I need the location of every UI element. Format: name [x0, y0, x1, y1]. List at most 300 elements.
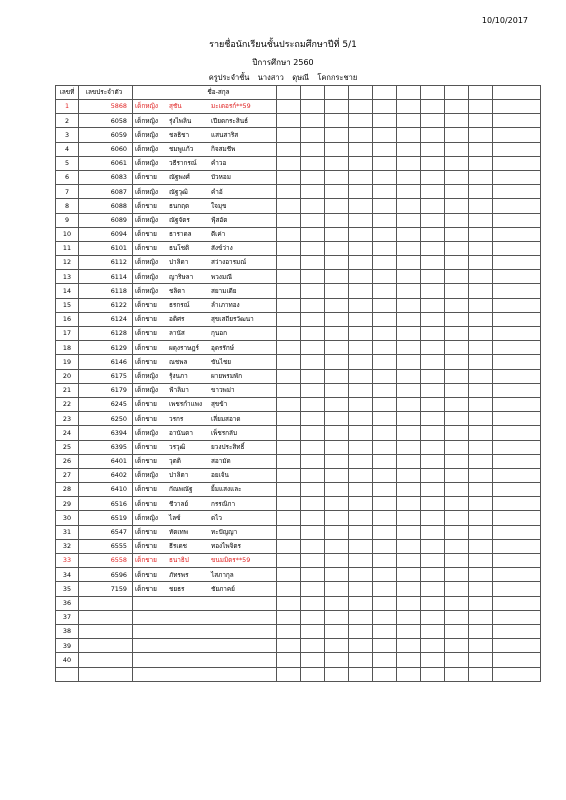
student-id: 6596: [79, 568, 133, 582]
check-cell: [421, 128, 445, 142]
last-name: เลี่ยมสอาด: [211, 414, 241, 423]
check-cell: [421, 639, 445, 653]
check-cell: [469, 511, 493, 525]
check-cell: [277, 270, 301, 284]
last-name: ยวงประสิทธิ์: [211, 442, 245, 451]
student-id: 6089: [79, 213, 133, 227]
first-name: ปาลิดา: [169, 258, 189, 267]
check-cell: [445, 653, 469, 667]
student-id: 6250: [79, 412, 133, 426]
student-id: 6175: [79, 369, 133, 383]
check-cell: [421, 270, 445, 284]
first-name: ผดุงราษฎร์: [169, 343, 199, 352]
student-name: [133, 284, 277, 298]
check-cell: [421, 426, 445, 440]
name-prefix: เด็กชาย: [135, 343, 157, 352]
header-blank: [421, 86, 445, 100]
check-cell: [469, 468, 493, 482]
student-id: [79, 596, 133, 610]
name-prefix: เด็กชาย: [135, 315, 157, 324]
check-cell: [445, 426, 469, 440]
check-cell: [373, 568, 397, 582]
check-cell: [421, 454, 445, 468]
name-prefix: เด็กหญิง: [135, 428, 158, 437]
check-cell: [325, 468, 349, 482]
blank-cell-wide: [493, 199, 541, 213]
student-name: [133, 497, 277, 511]
check-cell: [421, 199, 445, 213]
check-cell: [445, 114, 469, 128]
first-name: ธนาธิป: [169, 556, 189, 565]
name-prefix: เด็กหญิง: [135, 116, 158, 125]
check-cell: [445, 440, 469, 454]
check-cell: [349, 227, 373, 241]
check-cell: [301, 312, 325, 326]
check-cell: [445, 199, 469, 213]
table-row: [56, 185, 541, 199]
table-row: [56, 128, 541, 142]
first-name: ธีรเดช: [169, 542, 188, 551]
check-cell: [397, 497, 421, 511]
table-row: [56, 312, 541, 326]
check-cell: [301, 624, 325, 638]
table-row: [56, 142, 541, 156]
blank-cell-wide: [493, 511, 541, 525]
name-prefix: เด็กชาย: [135, 457, 157, 466]
blank-cell-wide: [493, 397, 541, 411]
check-cell: [277, 170, 301, 184]
check-cell: [397, 568, 421, 582]
blank-cell-wide: [493, 298, 541, 312]
check-cell: [397, 483, 421, 497]
check-cell: [301, 397, 325, 411]
check-cell: [469, 639, 493, 653]
blank-cell-wide: [493, 327, 541, 341]
table-row: [56, 525, 541, 539]
check-cell: [325, 624, 349, 638]
row-number: 26: [56, 454, 79, 468]
check-cell: [421, 241, 445, 255]
row-number: 22: [56, 397, 79, 411]
student-name: [133, 525, 277, 539]
first-name: ชลธิชา: [169, 130, 190, 139]
check-cell: [445, 511, 469, 525]
student-name: [133, 199, 277, 213]
check-cell: [301, 298, 325, 312]
student-table: [55, 85, 541, 682]
last-name: สังข์ว่าง: [211, 244, 233, 253]
check-cell: [445, 327, 469, 341]
check-cell: [277, 312, 301, 326]
check-cell: [397, 100, 421, 114]
student-id: 6394: [79, 426, 133, 440]
last-name: กุนอก: [211, 329, 227, 338]
check-cell: [469, 156, 493, 170]
first-name: ทัตเทพ: [169, 528, 188, 537]
check-cell: [445, 667, 469, 681]
check-cell: [277, 554, 301, 568]
check-cell: [277, 440, 301, 454]
student-id: 6410: [79, 483, 133, 497]
name-prefix: เด็กชาย: [135, 442, 157, 451]
student-id: 6087: [79, 185, 133, 199]
check-cell: [301, 440, 325, 454]
check-cell: [325, 327, 349, 341]
student-id: [79, 610, 133, 624]
row-number: [56, 667, 79, 681]
check-cell: [325, 185, 349, 199]
name-prefix: เด็กหญิง: [135, 130, 158, 139]
last-name: เพ็ชรกลับ: [211, 428, 238, 437]
check-cell: [277, 114, 301, 128]
check-cell: [469, 582, 493, 596]
first-name: กัณพณัฐ: [169, 485, 193, 494]
blank-cell-wide: [493, 426, 541, 440]
check-cell: [373, 199, 397, 213]
blank-cell-wide: [493, 284, 541, 298]
student-name: [133, 624, 277, 638]
check-cell: [325, 241, 349, 255]
check-cell: [397, 397, 421, 411]
table-row: [56, 369, 541, 383]
blank-cell-wide: [493, 256, 541, 270]
check-cell: [349, 270, 373, 284]
check-cell: [469, 227, 493, 241]
last-name: บัวหอม: [211, 173, 231, 182]
check-cell: [469, 383, 493, 397]
check-cell: [373, 241, 397, 255]
check-cell: [325, 170, 349, 184]
check-cell: [421, 554, 445, 568]
check-cell: [469, 128, 493, 142]
check-cell: [469, 440, 493, 454]
student-name: [133, 256, 277, 270]
check-cell: [445, 369, 469, 383]
check-cell: [397, 369, 421, 383]
student-name: [133, 539, 277, 553]
last-name: ชัยภาคย์: [211, 584, 235, 593]
last-name: เปียดกระสินธ์: [211, 116, 249, 125]
check-cell: [277, 241, 301, 255]
check-cell: [349, 468, 373, 482]
table-header-row: [56, 86, 541, 100]
check-cell: [277, 369, 301, 383]
check-cell: [301, 596, 325, 610]
check-cell: [325, 653, 349, 667]
blank-cell-wide: [493, 369, 541, 383]
first-name: วรวุฒิ: [169, 442, 186, 451]
check-cell: [421, 355, 445, 369]
check-cell: [421, 667, 445, 681]
check-cell: [277, 256, 301, 270]
student-name: [133, 383, 277, 397]
student-name: [133, 312, 277, 326]
check-cell: [301, 128, 325, 142]
first-name: ญาริษลา: [169, 272, 194, 281]
name-prefix: เด็กชาย: [135, 357, 157, 366]
row-number: 10: [56, 227, 79, 241]
check-cell: [301, 142, 325, 156]
first-name: ธนโชติ: [169, 244, 190, 253]
student-id: 6101: [79, 241, 133, 255]
check-cell: [349, 440, 373, 454]
check-cell: [325, 454, 349, 468]
row-number: 29: [56, 497, 79, 511]
blank-cell-wide: [493, 639, 541, 653]
check-cell: [373, 511, 397, 525]
check-cell: [421, 298, 445, 312]
check-cell: [349, 128, 373, 142]
check-cell: [349, 312, 373, 326]
check-cell: [421, 511, 445, 525]
check-cell: [373, 610, 397, 624]
header-blank: [445, 86, 469, 100]
row-number: 38: [56, 624, 79, 638]
student-id: 6547: [79, 525, 133, 539]
student-id: 6128: [79, 327, 133, 341]
check-cell: [469, 525, 493, 539]
check-cell: [277, 582, 301, 596]
table-row: [56, 270, 541, 284]
check-cell: [469, 142, 493, 156]
student-id: [79, 639, 133, 653]
row-number: 27: [56, 468, 79, 482]
check-cell: [445, 128, 469, 142]
check-cell: [445, 170, 469, 184]
blank-cell-wide: [493, 100, 541, 114]
row-number: 7: [56, 185, 79, 199]
blank-cell-wide: [493, 412, 541, 426]
blank-cell-wide: [493, 270, 541, 284]
check-cell: [397, 128, 421, 142]
check-cell: [301, 568, 325, 582]
blank-cell-wide: [493, 624, 541, 638]
table-row: [56, 284, 541, 298]
blank-cell-wide: [493, 170, 541, 184]
check-cell: [397, 440, 421, 454]
name-prefix: เด็กชาย: [135, 542, 157, 551]
check-cell: [421, 227, 445, 241]
check-cell: [301, 483, 325, 497]
check-cell: [421, 327, 445, 341]
blank-cell-wide: [493, 241, 541, 255]
first-name: ภัทรพร: [169, 570, 189, 579]
check-cell: [373, 142, 397, 156]
check-cell: [397, 213, 421, 227]
check-cell: [349, 596, 373, 610]
check-cell: [349, 582, 373, 596]
check-cell: [349, 100, 373, 114]
name-prefix: เด็กชาย: [135, 570, 157, 579]
header-id: เลขประจำตัว: [79, 86, 133, 100]
check-cell: [421, 624, 445, 638]
student-name: [133, 511, 277, 525]
check-cell: [373, 270, 397, 284]
blank-cell-wide: [493, 454, 541, 468]
check-cell: [397, 653, 421, 667]
blank-cell-wide: [493, 213, 541, 227]
check-cell: [325, 568, 349, 582]
check-cell: [277, 639, 301, 653]
check-cell: [349, 653, 373, 667]
student-id: 6516: [79, 497, 133, 511]
check-cell: [373, 369, 397, 383]
check-cell: [445, 355, 469, 369]
check-cell: [421, 653, 445, 667]
student-name: [133, 653, 277, 667]
check-cell: [421, 412, 445, 426]
last-name: สุขข้า: [211, 400, 228, 409]
check-cell: [301, 341, 325, 355]
page-title: รายชื่อนักเรียนชั้นประถมศึกษาปีที่ 5/1: [209, 40, 357, 50]
check-cell: [445, 185, 469, 199]
check-cell: [445, 554, 469, 568]
row-number: 30: [56, 511, 79, 525]
check-cell: [469, 114, 493, 128]
check-cell: [325, 596, 349, 610]
check-cell: [445, 468, 469, 482]
name-prefix: เด็กชาย: [135, 528, 157, 537]
check-cell: [373, 114, 397, 128]
check-cell: [277, 667, 301, 681]
check-cell: [421, 114, 445, 128]
last-name: ทองไพจิตร: [211, 542, 241, 551]
check-cell: [325, 667, 349, 681]
check-cell: [373, 454, 397, 468]
blank-cell-wide: [493, 596, 541, 610]
last-name: แสนสาริส: [211, 130, 239, 139]
check-cell: [325, 270, 349, 284]
name-prefix: เด็กชาย: [135, 301, 157, 310]
name-prefix: เด็กหญิง: [135, 513, 158, 522]
check-cell: [469, 412, 493, 426]
check-cell: [373, 624, 397, 638]
check-cell: [421, 185, 445, 199]
first-name: ลานัส: [169, 329, 185, 338]
check-cell: [397, 412, 421, 426]
check-cell: [445, 241, 469, 255]
check-cell: [325, 369, 349, 383]
check-cell: [397, 341, 421, 355]
check-cell: [349, 241, 373, 255]
first-name: ชมพูแก้ว: [169, 144, 194, 153]
student-name: [133, 426, 277, 440]
student-name: [133, 227, 277, 241]
check-cell: [373, 100, 397, 114]
check-cell: [325, 483, 349, 497]
check-cell: [445, 156, 469, 170]
check-cell: [349, 539, 373, 553]
first-name: ไลซ์: [169, 513, 181, 522]
check-cell: [349, 199, 373, 213]
student-name: [133, 454, 277, 468]
check-cell: [469, 199, 493, 213]
check-cell: [469, 284, 493, 298]
check-cell: [445, 624, 469, 638]
student-name: [133, 468, 277, 482]
row-number: 20: [56, 369, 79, 383]
check-cell: [277, 227, 301, 241]
header-no: เลขที่: [56, 86, 79, 100]
first-name: สุชัน: [169, 102, 182, 111]
name-prefix: เด็กชาย: [135, 414, 157, 423]
table-row: [56, 511, 541, 525]
check-cell: [277, 624, 301, 638]
last-name: มะเดอรก์**59: [211, 102, 251, 111]
student-name: [133, 100, 277, 114]
check-cell: [421, 497, 445, 511]
check-cell: [373, 156, 397, 170]
check-cell: [445, 412, 469, 426]
check-cell: [349, 256, 373, 270]
first-name: รุ้งนภา: [169, 371, 188, 380]
check-cell: [445, 312, 469, 326]
check-cell: [325, 412, 349, 426]
check-cell: [349, 114, 373, 128]
check-cell: [301, 539, 325, 553]
table-row: [56, 440, 541, 454]
check-cell: [469, 312, 493, 326]
blank-cell-wide: [493, 355, 541, 369]
check-cell: [325, 227, 349, 241]
name-prefix: เด็กชาย: [135, 329, 157, 338]
row-number: 40: [56, 653, 79, 667]
check-cell: [469, 426, 493, 440]
student-name: [133, 341, 277, 355]
blank-cell-wide: [493, 497, 541, 511]
header-blank: [325, 86, 349, 100]
row-number: 16: [56, 312, 79, 326]
check-cell: [301, 383, 325, 397]
check-cell: [421, 284, 445, 298]
check-cell: [397, 525, 421, 539]
first-name: วุตติ: [169, 457, 181, 466]
check-cell: [397, 610, 421, 624]
check-cell: [421, 170, 445, 184]
student-id: 6118: [79, 284, 133, 298]
check-cell: [469, 369, 493, 383]
table-row: [56, 170, 541, 184]
last-name: ขนมมิตร**59: [211, 556, 251, 565]
student-id: 5868: [79, 100, 133, 114]
student-id: 6558: [79, 554, 133, 568]
check-cell: [373, 412, 397, 426]
check-cell: [301, 426, 325, 440]
table-row: [56, 355, 541, 369]
student-id: 6555: [79, 539, 133, 553]
blank-cell-wide: [493, 667, 541, 681]
name-prefix: เด็กหญิง: [135, 371, 158, 380]
last-name: ทะปัญญา: [211, 528, 238, 537]
blank-cell-wide: [493, 568, 541, 582]
row-number: 33: [56, 554, 79, 568]
blank-cell-wide: [493, 525, 541, 539]
blank-cell-wide: [493, 468, 541, 482]
row-number: 6: [56, 170, 79, 184]
blank-cell-wide: [493, 582, 541, 596]
check-cell: [445, 539, 469, 553]
check-cell: [445, 568, 469, 582]
check-cell: [301, 156, 325, 170]
check-cell: [397, 114, 421, 128]
check-cell: [325, 397, 349, 411]
check-cell: [277, 412, 301, 426]
check-cell: [421, 568, 445, 582]
check-cell: [469, 298, 493, 312]
row-number: 19: [56, 355, 79, 369]
first-name: เพชรกำแพง: [169, 400, 203, 409]
table-row: [56, 596, 541, 610]
